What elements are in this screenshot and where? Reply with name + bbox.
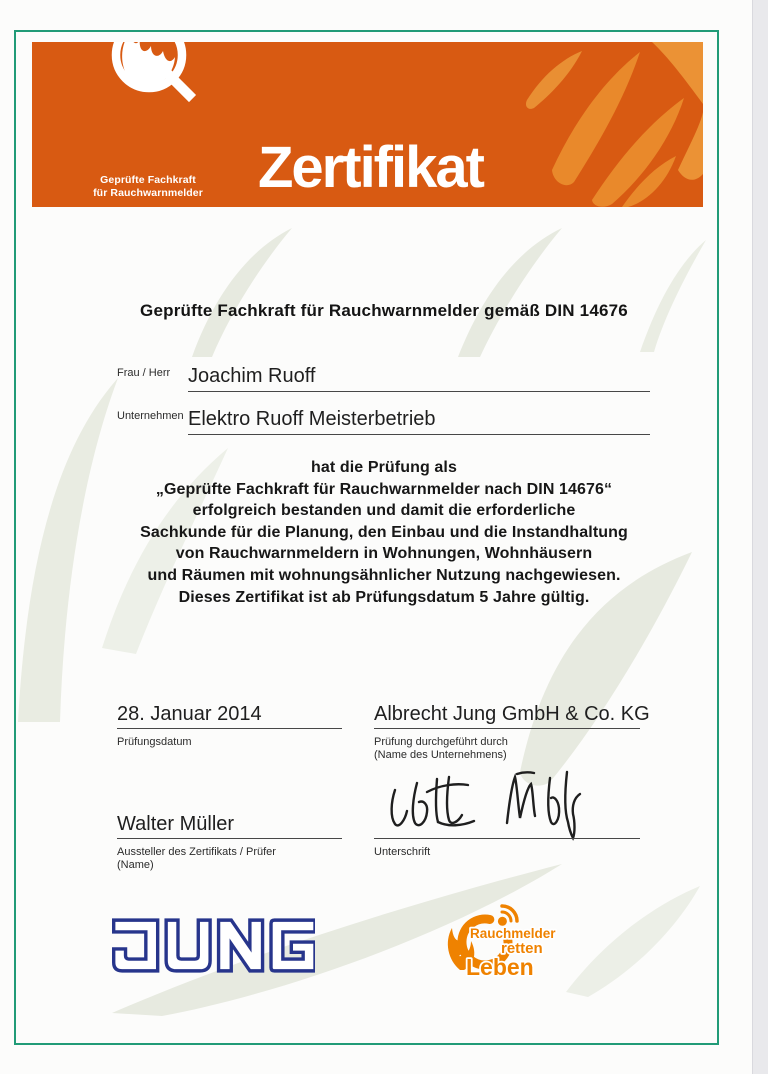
body-line: Sachkunde für die Planung, den Einbau und die Instandhaltung [140, 523, 628, 541]
exam-company-label1: Prüfung durchgeführt durch [374, 736, 508, 748]
body-line: und Räumen mit wohnungsähnlicher Nutzung nachgewiesen. [147, 566, 621, 584]
body-line: erfolgreich bestanden und damit die erforderliche [192, 502, 576, 520]
exam-date-label: Prüfungsdatum [117, 736, 192, 748]
jung-logo [112, 918, 315, 973]
campaign-text-line2: retten [501, 940, 543, 957]
badge-caption-line1: Geprüfte Fachkraft [100, 174, 196, 186]
exam-company-label2: (Name des Unternehmens) [374, 749, 507, 761]
detector-led-icon [498, 917, 507, 926]
exam-date-value: 28. Januar 2014 [117, 701, 342, 729]
certificate-body [24, 457, 744, 608]
body-line: „Geprüfte Fachkraft für Rauchwarnmelder nach DIN 14676“ [155, 480, 613, 498]
person-field-value: Joachim Ruoff [188, 362, 650, 392]
body-line: von Rauchwarnmeldern in Wohnungen, Wohnhäusern [175, 545, 593, 563]
issuer-label2: (Name) [117, 859, 154, 871]
rauchmelder-retten-leben-logo [438, 896, 566, 988]
certificate-title: Zertifikat [258, 135, 483, 200]
signature-label: Unterschrift [374, 846, 431, 858]
header-band [32, 42, 703, 207]
campaign-text-line3: Leben [466, 954, 534, 980]
exam-company-value: Albrecht Jung GmbH & Co. KG [374, 701, 640, 729]
certificate-subject: Geprüfte Fachkraft für Rauchwarnmelder gemäß DIN 14676 [140, 301, 628, 320]
issuer-label1: Aussteller des Zertifikats / Prüfer [117, 846, 276, 858]
person-field-label: Frau / Herr [117, 367, 171, 379]
company-field-label: Unternehmen [117, 410, 184, 422]
company-field-value: Elektro Ruoff Meisterbetrieb [188, 405, 650, 435]
issuer-name-value: Walter Müller [117, 811, 342, 839]
q-flame-badge-icon [90, 42, 208, 114]
campaign-text-line1: Rauchmelder [470, 926, 556, 941]
body-line: Dieses Zertifikat ist ab Prüfungsdatum 5 Jahre gültig. [178, 588, 590, 606]
badge-caption-line2: für Rauchwarnmelder [93, 187, 203, 199]
badge-caption [48, 174, 248, 200]
body-line: hat die Prüfung als [311, 459, 457, 476]
signature-line [374, 811, 640, 839]
scan-edge-artifact [752, 0, 768, 1074]
